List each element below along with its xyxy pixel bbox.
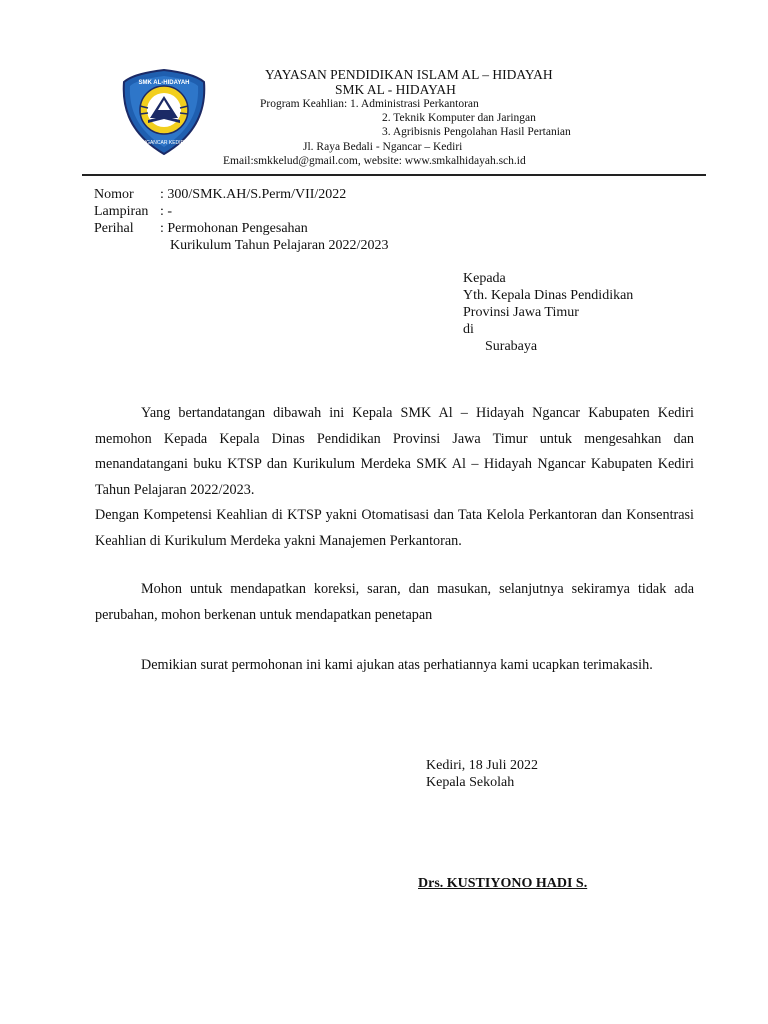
nomor-label: Nomor [94, 187, 134, 202]
body-paragraph-4: Demikian surat permohonan ini kami ajukan atas perhatiannya kami ucapkan terimakasih. [141, 657, 653, 673]
program-line-1: Program Keahlian: 1. Administrasi Perkantoran [260, 98, 479, 110]
nomor-value: : 300/SMK.AH/S.Perm/VII/2022 [160, 187, 347, 202]
logo-text-top: SMK AL-HIDAYAH [138, 80, 190, 86]
recipient-line-4: di [463, 322, 474, 337]
body-paragraph-1: Yang bertandatangan dibawah ini Kepala SMK Al – Hidayah Ngancar Kabupaten Kediri memohon Kepada Kepala Dinas Pendidikan Provinsi Jawa Timur untuk mengesahkan dan menandatangani buku KTSP dan Kurikulum Merdeka SMK Al – Hidayah Ngancar Kabupaten Kediri Tahun Pelajaran 2022/2023. [95, 405, 694, 498]
recipient-line-3: Provinsi Jawa Timur [463, 305, 579, 320]
program-line-3: 3. Agribisnis Pengolahan Hasil Pertanian [382, 126, 571, 138]
place-date: Kediri, 18 Juli 2022 [426, 758, 538, 773]
school-logo [118, 66, 210, 158]
body-paragraph-3: Mohon untuk mendapatkan koreksi, saran, dan masukan, selanjutnya sekiramya tidak ada perubahan, mohon berkenan untuk mendapatkan penetapan [95, 581, 694, 623]
signatory-position: Kepala Sekolah [426, 775, 515, 790]
lampiran-label: Lampiran [94, 204, 149, 219]
signatory-name: Drs. KUSTIYONO HADI S. [418, 876, 588, 891]
recipient-line-1: Kepada [463, 271, 506, 286]
recipient-line-2: Yth. Kepala Dinas Pendidikan [463, 288, 634, 303]
perihal-label: Perihal [94, 221, 134, 236]
school-address: Jl. Raya Bedali - Ngancar – Kediri [303, 141, 463, 153]
school-name: SMK AL - HIDAYAH [335, 82, 456, 97]
logo-text-bottom: NGANCAR KEDIRI [142, 140, 186, 146]
school-contact: Email:smkkelud@gmail.com, website: www.smkalhidayah.sch.id [223, 155, 526, 167]
perihal-value-continued: Kurikulum Tahun Pelajaran 2022/2023 [170, 238, 389, 253]
foundation-name: YAYASAN PENDIDIKAN ISLAM AL – HIDAYAH [265, 67, 553, 82]
body-paragraph-2: Dengan Kompetensi Keahlian di KTSP yakni Otomatisasi dan Tata Kelola Perkantoran dan Konsentrasi Keahlian di Kurikulum Merdeka yakni Manajemen Perkantoran. [95, 507, 694, 549]
letterhead-divider [82, 174, 706, 176]
perihal-value: : Permohonan Pengesahan [160, 221, 308, 236]
program-line-2: 2. Teknik Komputer dan Jaringan [382, 112, 536, 124]
recipient-line-5: Surabaya [485, 339, 538, 354]
lampiran-value: : - [160, 204, 173, 219]
